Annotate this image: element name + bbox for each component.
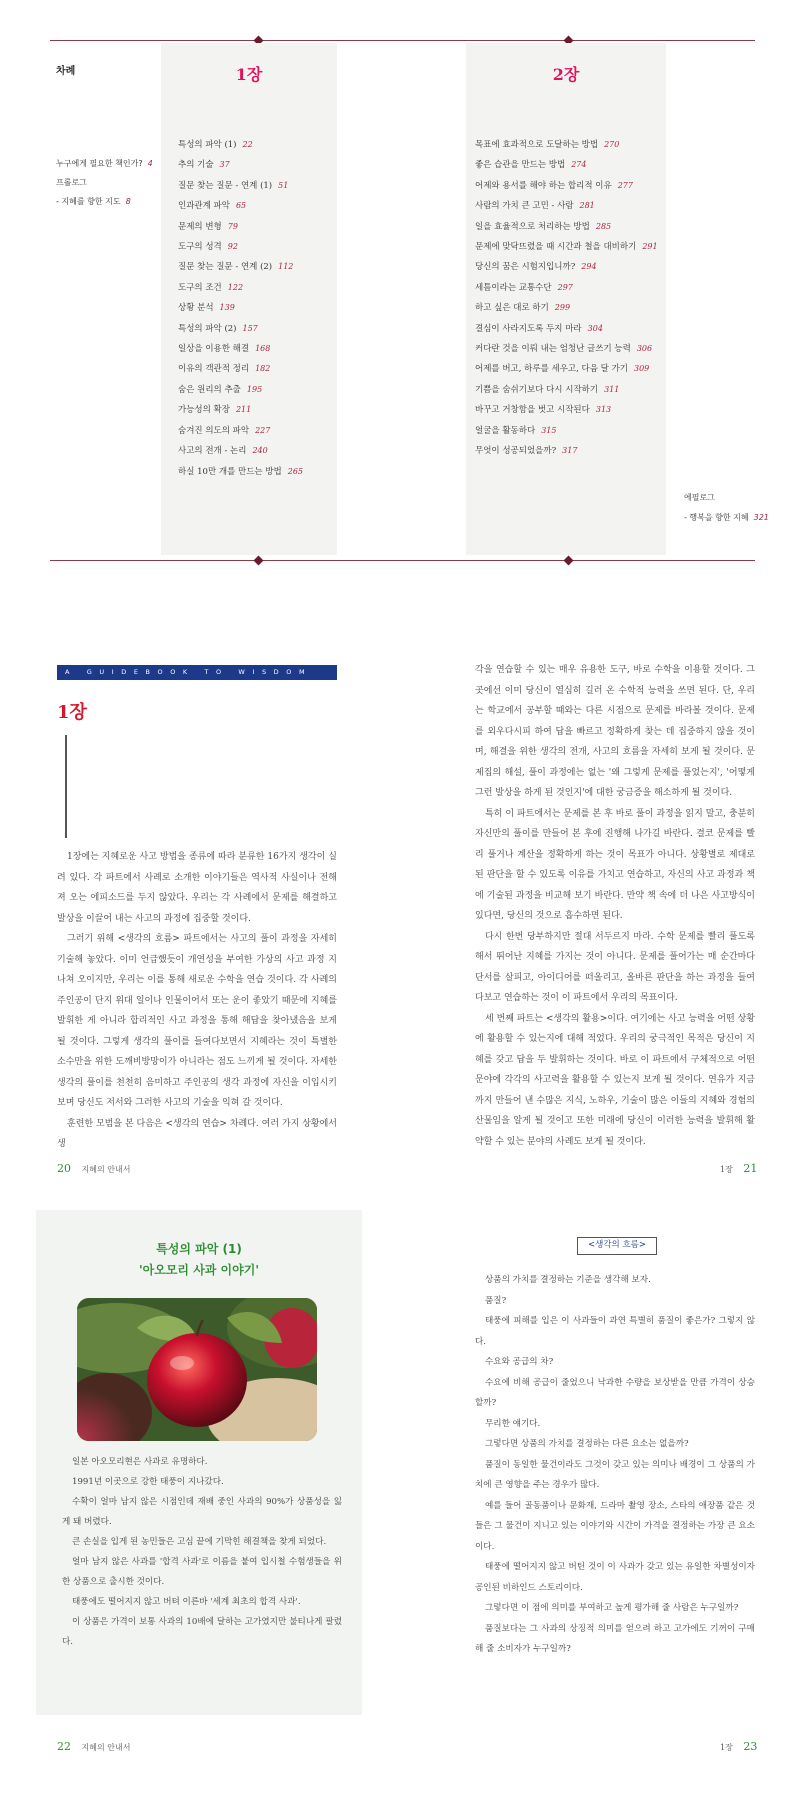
toc-item[interactable]: 문제에 맞닥뜨렸을 때 시간과 철을 대비하기 291 [475,242,658,253]
toc-item[interactable]: 인과관계 파악 65 [178,201,247,212]
rule-ornament [254,556,264,566]
toc-front-item[interactable] [56,196,131,207]
running-title: 지혜의 안내서 [81,1165,131,1174]
body-paragraph: 상품의 가치를 결정하는 기준을 생각해 보자. [485,1275,651,1285]
toc-item[interactable]: 도구의 성격 92 [178,242,238,253]
toc-front-item[interactable] [56,177,87,188]
body-paragraph: 수확이 얼마 남지 않은 시점인데 재배 중인 사과의 90%가 상품성을 잃게 돼 버렸다. [62,1497,342,1527]
body-paragraph: 다시 한번 당부하지만 절대 서두르지 마라. 수학 문제를 빨리 풀도록 해서 뛰어난 지혜를 가지는 것이 아니다. 문제를 풀어가는 매 순간마다 단서를 살피고, 아이디어를 떠올리고, 올바른 판단을 하는 과정을 들여다보고 연습하는 것이 이 파트에서 우리의 목표이다. [475,931,755,1003]
story-title: 특성의 파악 (1) [156,1242,242,1256]
body-paragraph: 수요와 공급의 차? [485,1357,554,1367]
red-apple-photo [77,1298,317,1441]
chapter-right-body [475,660,755,1152]
body-paragraph: 태풍에도 떨어지지 않고 버텨 이른바 '세계 최초의 합격 사과'. [72,1597,301,1607]
toc-item[interactable]: 숨은 원리의 추출 195 [178,384,263,395]
toc-epilogue-item[interactable] [684,512,769,523]
toc-item[interactable]: 추의 기술 37 [178,160,230,171]
page-number: 22 [57,1740,71,1753]
toc-item[interactable]: 기쁨을 숨쉬기보다 다시 시작하기 311 [475,384,620,395]
toc-item-title: 에필로그 [684,493,715,502]
toc-ch2-heading: 2장 [552,65,580,84]
toc-item[interactable]: 커다란 것을 이뤄 내는 엄청난 글쓰기 능력 306 [475,344,653,355]
rule-ornament [564,556,574,566]
body-paragraph: 예를 들어 골동품이나 문화재, 드라마 촬영 장소, 스타의 애장품 같은 것들은 그 물건이 지니고 있는 이야기와 시간이 가격을 결정하는 가장 큰 요소이다. [475,1500,755,1552]
top-rule [50,40,755,41]
body-paragraph: 일본 아오모리현은 사과로 유명하다. [72,1457,208,1467]
chapter-left-body [57,847,337,1155]
toc-item-title: - 행복을 향한 지혜 [684,513,749,522]
page-number: 21 [743,1162,758,1175]
body-paragraph: 태풍에 떨어지지 않고 버틴 것이 이 사과가 갖고 있는 유일한 차별성이자 공인된 비하인드 스토리이다. [475,1562,755,1593]
body-paragraph: 큰 손실을 입게 된 농민들은 고심 끝에 기막힌 해결책을 찾게 되었다. [72,1537,327,1547]
toc-item[interactable]: 어제를 버고, 하루를 세우고, 다음 달 가기 309 [475,364,650,375]
toc-item[interactable]: 일을 효율적으로 처리하는 방법 285 [475,221,612,232]
toc-item-title: 프롤로그 [56,178,87,187]
toc-item[interactable]: 당신의 꿈은 시험지입니까? 294 [475,262,597,273]
apple-illustration [77,1298,317,1441]
body-paragraph: 얼마 남지 않은 사과를 '합격 사과'로 이름을 붙여 입시철 수험생들을 위한 상품으로 출시한 것이다. [62,1557,342,1587]
toc-item-page: 4 [147,159,153,168]
toc-item-title: - 지혜를 향한 지도 [56,197,121,206]
toc-label: 차례 [56,66,76,77]
toc-item[interactable]: 사람의 가치 큰 고민 - 사람 281 [475,201,595,212]
body-paragraph: 훈련한 모범을 본 다음은 <생각의 연습> 차례다. 여러 가지 상황에서 생 [57,1118,337,1149]
toc-item[interactable]: 하고 싶은 대로 하기 299 [475,303,571,314]
story-subtitle: '아오모리 사과 이야기' [138,1263,260,1277]
guidebook-banner: A GUIDEBOOK TO WISDOM [57,665,337,680]
toc-item[interactable]: 이유의 객관적 정리 182 [178,364,271,375]
toc-item[interactable]: 어제와 용서를 해야 하는 합리적 이유 277 [475,180,633,191]
running-title: 지혜의 안내서 [81,1743,131,1752]
thinking-flow-label: <생각의 흐름> [577,1237,657,1255]
toc-item[interactable]: 질문 찾는 질문 - 연계 (2) 112 [178,262,294,273]
running-title: 1장 [720,1743,733,1752]
toc-item[interactable]: 질문 찾는 질문 - 연계 (1) 51 [178,180,289,191]
page-folio-right [720,1162,757,1175]
running-title: 1장 [720,1165,733,1174]
toc-item-page: 321 [753,513,769,522]
body-paragraph: 특히 이 파트에서는 문제를 본 후 바로 풀이 과정을 읽지 말고, 충분히 자신만의 풀이를 만들어 본 후에 진행해 나가길 바란다. 결코 문제를 빨리 풀거나 계산을 정확하게 하는 것이 목표가 아니다. 상황별로 제대로 된 판단을 할 수 있도록 이유를 가치고 연습하고, 자신의 사고 과정과 책에 기술된 과정을 비교해 보기 바란다. 만약 책 속에 더 나은 사고방식이 있다면, 당신의 것으로 흡수하면 된다. [475,808,755,921]
toc-front-item[interactable] [56,158,153,169]
toc-ch1-list [178,135,303,482]
toc-item[interactable]: 특성의 파악 (1) 22 [178,140,253,150]
body-paragraph: 무리한 얘기다. [485,1418,541,1429]
toc-epilogue-item[interactable] [684,492,715,503]
toc-item[interactable]: 일상을 이용한 해결 168 [178,344,271,355]
page-folio-right [720,1740,757,1753]
page-number: 23 [743,1740,758,1753]
body-paragraph: 품질이 동일한 물건이라도 그것이 갖고 있는 의미나 배경이 그 상품의 가치에 큰 영향을 주는 경우가 많다. [475,1459,755,1490]
toc-item[interactable]: 문제의 변형 79 [178,221,238,232]
toc-item[interactable]: 도구의 조건 122 [178,282,244,293]
toc-item-page: 8 [125,197,131,206]
bottom-rule [50,560,755,561]
toc-item[interactable]: 사고의 전개 - 논리 240 [178,446,268,457]
body-paragraph: 세 번째 파트는 <생각의 활용>이다. 여기에는 사고 능력을 어떤 상황에 활용할 수 있는지에 대해 적었다. 우리의 궁극적인 목적은 당신이 지혜를 갖고 답을 두 발휘하는 것이다. 바로 이 파트에서 구체적으로 어떤 문야에 각각의 사고력을 활용할 수 있는지 보게 될 것이다. 연유가 지금까지 만들어 낸 수많은 지식, 노하우, 기술이 많은 이들의 지혜와 경험의 산물임을 알게 될 것이고 또한 미래에 당신이 이러한 능력을 발휘해 활약할 수 있는 분야의 사례도 보게 될 것이다. [475,1013,755,1147]
body-paragraph: 수요에 비해 공급이 줄었으니 낙과한 수량을 보상받을 만큼 가격이 상승할까? [475,1377,755,1408]
title-divider [65,735,67,838]
toc-ch2-list [475,135,658,462]
body-paragraph: 이 상품은 가격이 보통 사과의 10배에 달하는 고가였지만 불티나게 팔렸다. [62,1617,342,1647]
body-paragraph: 각을 연습할 수 있는 매우 유용한 도구, 바로 수학을 이용할 것이다. 그곳에선 이미 당신이 열심히 길러 온 수학적 능력을 쓰면 된다. 단, 우리는 학교에서 공부할 때와는 다른 시점으로 문제를 바라볼 것이다. 문제를 외우다시피 하여 답을 빠르고 정확하게 찾는 데 집중하지 않을 것이며, 해결을 위한 생각의 전개, 사고의 흐름을 자세히 보게 될 것이다. 문제집의 해설, 풀이 과정에는 없는 '왜 그렇게 문제를 풀었는지', '어떻게 그런 발상을 하게 된 것인지'에 대한 궁금증을 해소하게 될 것이다. [475,665,755,798]
toc-item[interactable]: 세틈이라는 교통수단 297 [475,282,573,293]
toc-item[interactable]: 얼굴을 활동하다 315 [475,425,557,436]
toc-item[interactable]: 바꾸고 거창함을 벗고 시작된다 313 [475,405,612,416]
page-folio-left [57,1162,130,1175]
body-paragraph: 1991년 이곳으로 강한 태풍이 지나갔다. [72,1477,224,1487]
page-folio-left [57,1740,130,1753]
chapter-title: 1장 [57,702,87,723]
toc-item[interactable]: 결심이 사라지도록 두지 마라 304 [475,323,603,334]
toc-item-title: 누구에게 필요한 책인가? [56,159,143,168]
page-number: 20 [57,1162,71,1175]
toc-item[interactable]: 가능성의 확장 211 [178,405,252,416]
body-paragraph: 그렇다면 이 점에 의미를 부여하고 높게 평가해 줄 사람은 누구일까? [485,1603,739,1613]
body-paragraph: 그렇다면 상품의 가치를 결정하는 다른 요소는 없을까? [485,1439,689,1449]
toc-item[interactable]: 숨겨진 의도의 파악 227 [178,425,271,436]
toc-item[interactable]: 무엇이 성공되었을까? 317 [475,446,578,457]
toc-item[interactable]: 특성의 파악 (2) 157 [178,323,258,334]
body-paragraph: 품질? [485,1295,507,1306]
toc-ch1-heading: 1장 [235,65,263,84]
body-paragraph: 태풍에 피해를 입은 이 사과들이 과연 특별히 품질이 좋은가? 그렇지 않다. [475,1316,755,1347]
body-paragraph: 품질보다는 그 사과의 상징적 의미를 얻으려 하고 고가에도 기꺼이 구매해 줄 소비자가 누구일까? [475,1623,755,1654]
story-body [62,1452,342,1652]
toc-item[interactable]: 목표에 효과적으로 도달하는 방법 270 [475,140,620,150]
toc-item[interactable]: 좋은 습관을 만드는 방법 274 [475,160,587,171]
toc-item[interactable]: 하실 10만 개를 만드는 방법 265 [178,466,304,477]
toc-item[interactable]: 상황 분석 139 [178,303,235,314]
body-paragraph: 그러기 위해 <생각의 흐름> 파트에서는 사고의 풀이 과정을 자세히 기술해 놓았다. 이미 언급했듯이 개연성을 부여한 가상의 사고 과정 지나쳐 오이지만, 우리는 이를 통해 새로운 수학을 연습 것이다. 각 사례의 주인공이 단지 위대 일이나 인물이어서 또는 운이 좋았기 때문에 지혜를 발휘한 게 아니라 합리적인 사고 과정을 통해 해답을 찾아냈음을 보게 될 것이다. 그렇게 생각의 풀이를 들여다보면서 지혜라는 것이 특별한 소수만을 위한 도깨비방망이가 아니라는 점도 느끼게 될 것이다. 자세한 생각의 풀이를 천천히 음미하고 주인공의 생각 과정에 자신을 이입시키 보며 당신도 저서와 그러한 사고의 기술을 익혀 갈 것이다. [57,934,337,1108]
thinking-flow-body [475,1270,755,1660]
body-paragraph: 1장에는 지혜로운 사고 방법을 종류에 따라 분류한 16가지 생각이 실려 있다. 각 파트에서 사례로 소개한 이야기들은 역사적 사실이나 전해져 오는 에피소드를 두지 않았다. 우리는 각 사례에서 문제를 해결하고 발상을 이끌어 내는 사고의 과정에 집중할 것이다. [57,852,337,924]
